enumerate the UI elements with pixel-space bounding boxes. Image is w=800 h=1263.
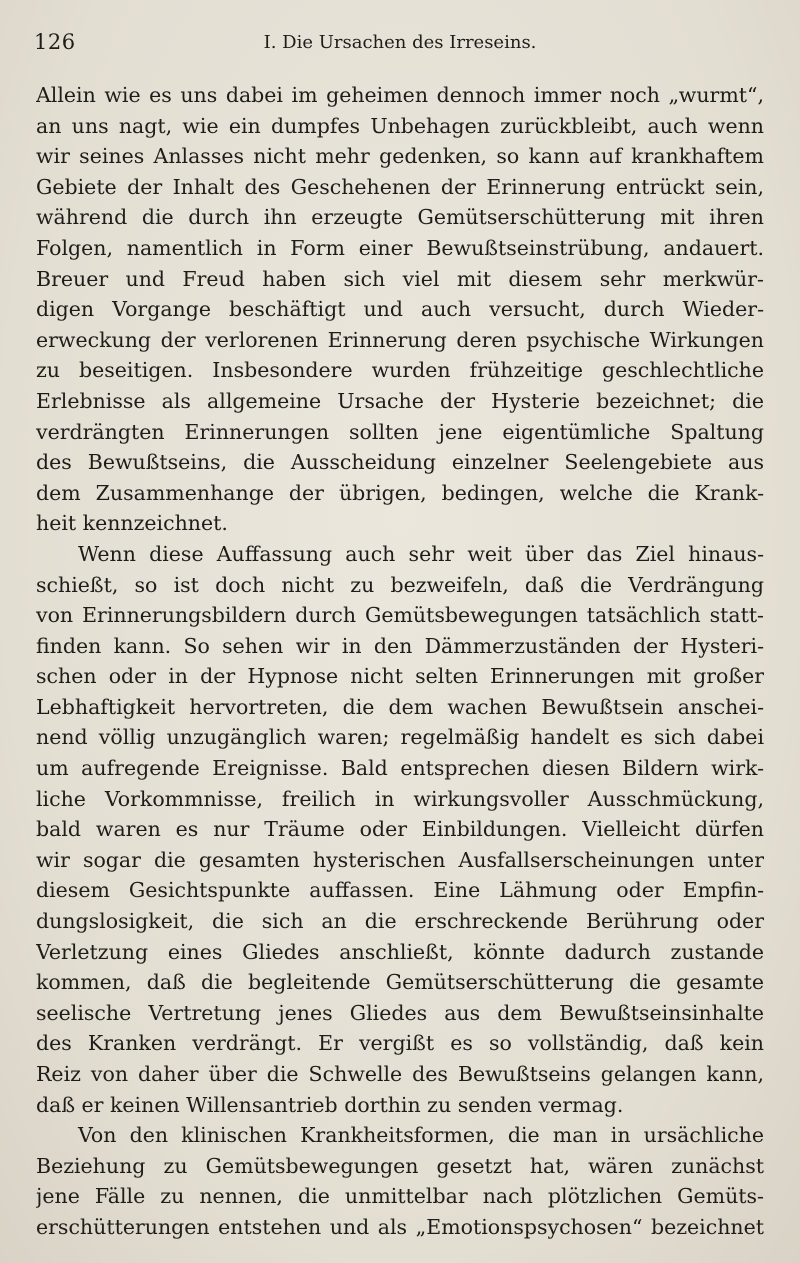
text-line: an uns nagt, wie ein dumpfes Unbehagen zurückbleibt, auch wenn [36,113,764,138]
text-line: schen oder in der Hypnose nicht selten Erinnerungen mit großer [36,664,764,689]
text-line: dungslosigkeit, die sich an die erschreckende Berührung oder [36,909,764,934]
paragraph [36,539,764,1120]
text-line: Gebiete der Inhalt des Geschehenen der Erinnerung entrückt sein, [36,174,764,199]
text-line: wir sogar die gesamten hysterischen Ausfallserscheinungen unter [36,847,764,872]
text-line: des Bewußtseins, die Ausscheidung einzelner Seelengebiete aus [36,450,764,475]
page-header [34,30,766,60]
text-line: Erlebnisse als allgemeine Ursache der Hysterie bezeichnet; die [36,388,764,413]
text-line: erschütterungen entstehen und als „Emotionspsychosen“ bezeichnet [36,1214,764,1239]
text-line: jene Fälle zu nennen, die unmittelbar nach plötzlichen Gemüts- [36,1184,764,1209]
text-line: während die durch ihn erzeugte Gemütserschütterung mit ihren [36,205,764,230]
text-line: Von den klinischen Krankheitsformen, die man in ursächliche [78,1123,764,1148]
running-head: I. Die Ursachen des Irreseins. [263,32,537,53]
text-line: Folgen, namentlich in Form einer Bewußtseinstrübung, andauert. [36,235,764,260]
body-text [36,80,764,1243]
text-line: digen Vorgange beschäftigt und auch versucht, durch Wieder- [36,297,764,322]
page-number: 126 [34,30,76,54]
text-line: Verletzung eines Gliedes anschließt, könnte dadurch zustande [36,939,764,964]
text-line: verdrängten Erinnerungen sollten jene eigentümliche Spaltung [36,419,764,444]
text-line: dem Zusammenhange der übrigen, bedingen, welche die Krank- [36,480,764,505]
text-line: diesem Gesichtspunkte auffassen. Eine Lähmung oder Empfin- [36,878,764,903]
text-line: zu beseitigen. Insbesondere wurden frühzeitige geschlechtliche [36,358,764,383]
text-line: heit kennzeichnet. [36,511,228,536]
paragraph [36,1120,764,1242]
text-line: finden kann. So sehen wir in den Dämmerzuständen der Hysteri- [36,633,764,658]
text-line: des Kranken verdrängt. Er vergißt es so vollständig, daß kein [36,1031,764,1056]
text-line: erweckung der verlorenen Erinnerung deren psychische Wirkungen [36,327,764,352]
text-line: nend völlig unzugänglich waren; regelmäßig handelt es sich dabei [36,725,764,750]
text-line: liche Vorkommnisse, freilich in wirkungsvoller Ausschmückung, [36,786,764,811]
text-line: von Erinnerungsbildern durch Gemütsbewegungen tatsächlich statt- [36,603,764,628]
paragraph [36,80,764,539]
text-line: kommen, daß die begleitende Gemütserschütterung die gesamte [36,970,764,995]
text-line: seelische Vertretung jenes Gliedes aus dem Bewußtseinsinhalte [36,1000,764,1025]
text-line: schießt, so ist doch nicht zu bezweifeln, daß die Verdrängung [36,572,764,597]
text-line: Breuer und Freud haben sich viel mit diesem sehr merkwür- [36,266,764,291]
text-line: Allein wie es uns dabei im geheimen dennoch immer noch „wurmt“, [36,83,764,107]
text-line: Beziehung zu Gemütsbewegungen gesetzt hat, wären zunächst [36,1153,764,1178]
text-line: Wenn diese Auffassung auch sehr weit über das Ziel hinaus- [78,541,764,566]
text-line: Lebhaftigkeit hervortreten, die dem wachen Bewußtsein anschei- [36,694,764,719]
text-line: daß er keinen Willensantrieb dorthin zu senden vermag. [36,1092,624,1117]
text-line: Reiz von daher über die Schwelle des Bewußtseins gelangen kann, [36,1062,764,1086]
text-line: um aufregende Ereignisse. Bald entsprechen diesen Bildern wirk- [36,756,764,781]
text-line: wir seines Anlasses nicht mehr gedenken, so kann auf krankhaftem [36,144,764,169]
text-line: bald waren es nur Träume oder Einbildungen. Vielleicht dürfen [36,817,764,842]
